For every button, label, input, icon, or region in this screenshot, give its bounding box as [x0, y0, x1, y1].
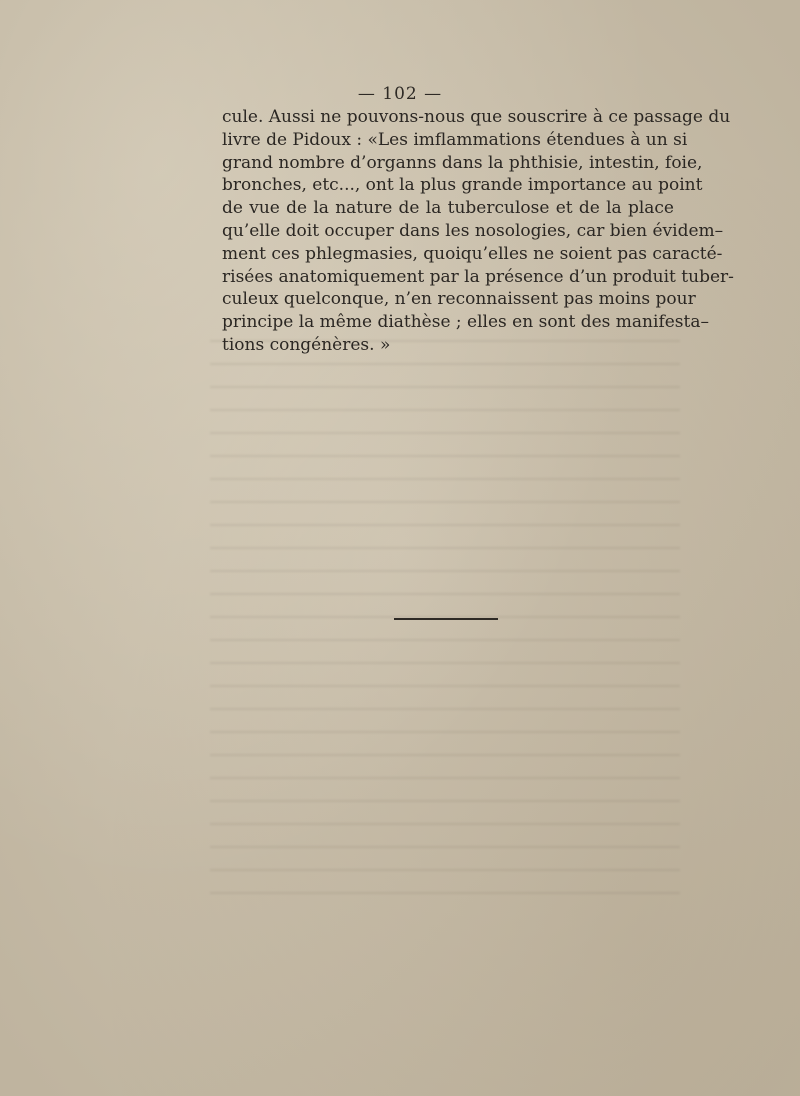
text-line: qu’elle doit occuper dans les nosologies, car bien évidem–	[222, 220, 724, 241]
text-line: ment ces phlegmasies, quoiqu’elles ne soient pas caracté-	[222, 243, 723, 264]
text-line: principe la même diathèse ; elles en sont des manifesta–	[222, 312, 709, 333]
text-line: culeux quelconque, n’en reconnaissent pas moins pour	[222, 289, 696, 310]
text-line: bronches, etc..., ont la plus grande importance au point	[222, 175, 703, 196]
show-through-texture	[210, 340, 680, 900]
text-line: tions congénères. »	[222, 334, 391, 355]
body-text	[222, 106, 734, 357]
text-line: grand nombre d’organns dans la phthisie, intestin, foie,	[222, 152, 703, 173]
text-line: risées anatomiquement par la présence d’un produit tuber-	[222, 266, 734, 287]
section-end-rule	[394, 618, 498, 620]
text-line: de vue de la nature de la tuberculose et de la place	[222, 198, 674, 219]
page-number: — 102 —	[357, 84, 443, 104]
text-line: cule. Aussi ne pouvons-nous que souscrire à ce passage du	[222, 107, 731, 127]
text-line: livre de Pidoux : «Les imflammations étendues à un si	[222, 129, 688, 150]
